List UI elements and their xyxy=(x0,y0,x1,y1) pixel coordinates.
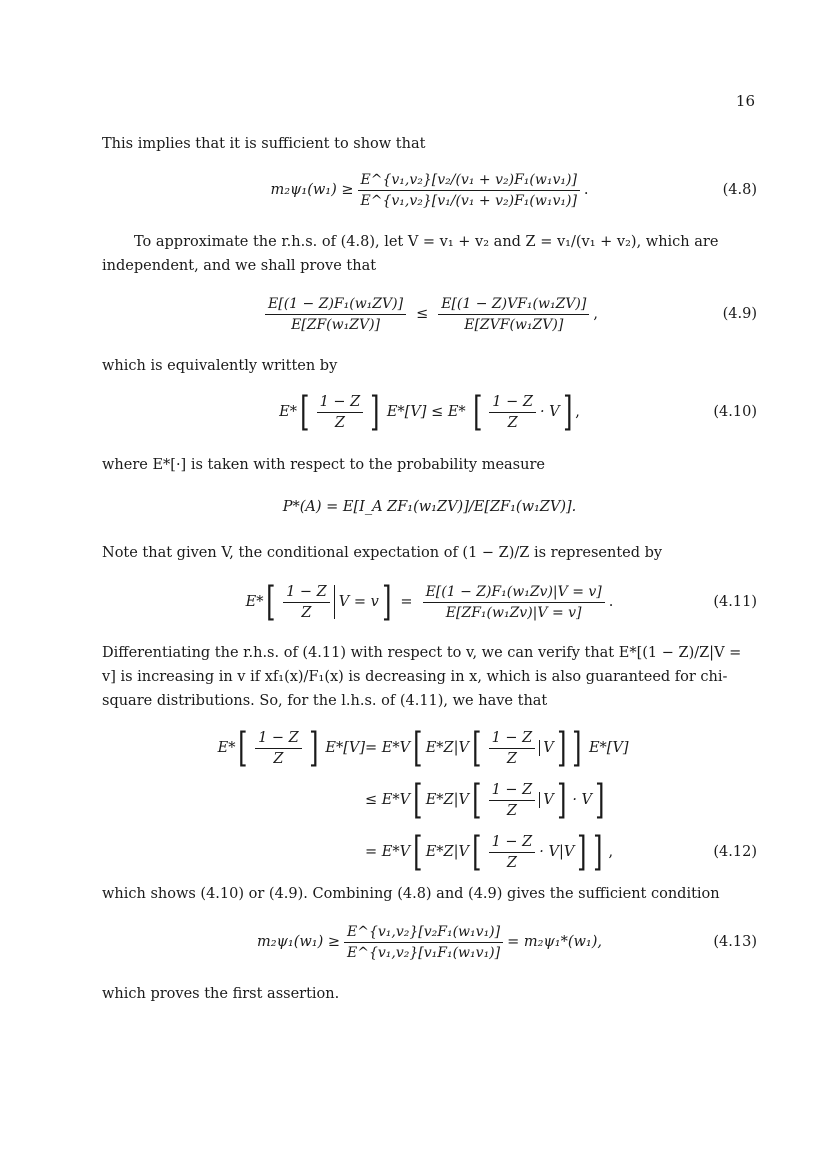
eq411-denominator-right: E[ZF₁(w₁Zv)|V = v] xyxy=(445,604,582,621)
eq412-row3-numerator: 1 − Z xyxy=(489,834,536,853)
equation-4-11 xyxy=(102,574,757,630)
eq49-relation: ≤ xyxy=(416,306,429,322)
eq411-tag: (4.11) xyxy=(713,594,757,610)
eq412-row1-numerator: 1 − Z xyxy=(489,730,536,749)
measure-definition: P*(A) = E[I_A ZF₁(w₁ZV)]/E[ZF₁(w₁ZV)]. xyxy=(282,499,577,515)
eq412-row1-condition: V xyxy=(539,740,553,756)
eq412-lhs-expectation: E* xyxy=(217,740,236,756)
eq412-row2-condition: V xyxy=(539,792,553,808)
eq412-row3-post: , xyxy=(608,844,614,860)
eq49-denominator-right: E[ZVF(w₁ZV)] xyxy=(464,316,564,333)
eq412-row2-inner: E*Z|V xyxy=(425,792,469,808)
eq411-fraction-left xyxy=(283,584,330,621)
eq49-denominator-left: E[ZF(w₁ZV)] xyxy=(291,316,381,333)
eq412-row2-fraction xyxy=(489,782,536,819)
equation-measure xyxy=(102,484,757,530)
eq49-numerator-right: E[(1 − Z)VF₁(w₁ZV)] xyxy=(438,296,589,315)
eq411-tail: . xyxy=(608,594,614,610)
equation-4-8 xyxy=(102,162,757,218)
eq412-row1-denominator: Z xyxy=(506,750,517,767)
eq412-tag: (4.12) xyxy=(713,844,757,860)
eq412-row1-post: E*[V] xyxy=(588,740,629,756)
eq412-rhs-3 xyxy=(365,829,614,875)
eq413-numerator: E^{v₁,v₂}[v₂F₁(w₁v₁)] xyxy=(344,924,503,943)
eq412-lhs-numerator: 1 − Z xyxy=(255,730,302,749)
eq412-row3-fraction xyxy=(489,834,536,871)
eq48-denominator: E^{v₁,v₂}[v₁/(v₁ + v₂)F₁(w₁v₁)] xyxy=(360,192,577,209)
paragraph-approximate: To approximate the r.h.s. of (4.8), let V = v₁ + v₂ and Z = v₁/(v₁ + v₂), which are independent, and we shall prove that xyxy=(102,234,719,274)
paragraph-combining: which shows (4.10) or (4.9). Combining (4.8) and (4.9) gives the sufficient condition xyxy=(102,886,720,902)
eq412-row3-denominator: Z xyxy=(506,854,517,871)
eq410-tail: , xyxy=(575,404,580,420)
eq412-row1-inner: E*Z|V xyxy=(425,740,469,756)
right-bracket: ] xyxy=(381,579,392,625)
eq411-numerator-right: E[(1 − Z)F₁(w₁Zv)|V = v] xyxy=(423,584,605,603)
eq412-row2-post: · V xyxy=(572,792,593,808)
eq410-numerator-left: 1 − Z xyxy=(317,394,364,413)
eq412-row2-relation: ≤ E*V xyxy=(365,792,411,808)
eq412-rhs-1 xyxy=(365,725,629,771)
eq411-fraction-right xyxy=(423,584,605,621)
eq411-expectation: E* xyxy=(245,594,264,610)
paragraph-equivalently: which is equivalently written by xyxy=(102,358,338,374)
eq412-lhs-fraction xyxy=(255,730,302,767)
eq412-rhs-2 xyxy=(365,777,608,823)
left-bracket: [ xyxy=(413,829,423,875)
eq412-row-1 xyxy=(102,722,757,774)
eq48-numerator: E^{v₁,v₂}[v₂/(v₁ + v₂)F₁(w₁v₁)] xyxy=(358,172,580,191)
eq410-tag: (4.10) xyxy=(713,404,757,420)
left-bracket: [ xyxy=(413,725,423,771)
eq412-row2-denominator: Z xyxy=(506,802,517,819)
eq412-lhs xyxy=(217,725,365,771)
equation-4-9 xyxy=(102,286,757,342)
eq48-lhs: m₂ψ₁(w₁) ≥ xyxy=(270,182,354,198)
paragraph-measure: where E*[·] is taken with respect to the probability measure xyxy=(102,457,545,473)
right-bracket: ] xyxy=(556,725,567,771)
paragraph-differentiating: Differentiating the r.h.s. of (4.11) with respect to v, we can verify that E*[(1 − Z)/Z|V = v] is increasing in v if xf₁(x)/F₁(x) is decreasing in x, which is also guaranteed for chi-square distributions. So, for the l.h.s. of (4.11), we have that xyxy=(102,645,742,709)
eq49-tail: , xyxy=(593,306,598,322)
left-bracket: [ xyxy=(472,829,482,875)
eq410-numerator-right: 1 − Z xyxy=(489,394,536,413)
right-bracket: ] xyxy=(562,389,573,435)
eq410-fraction-right xyxy=(489,394,536,431)
left-bracket: [ xyxy=(266,579,276,625)
eq412-row1-relation: = E*V xyxy=(365,740,411,756)
paragraph-intro: This implies that it is sufficient to show that xyxy=(102,136,426,152)
eq410-denominator-left: Z xyxy=(334,414,345,431)
eq412-row3-relation: = E*V xyxy=(365,844,411,860)
eq412-row1-fraction xyxy=(489,730,536,767)
eq49-fraction-right xyxy=(438,296,589,333)
eq48-tail: . xyxy=(583,182,589,198)
left-bracket: [ xyxy=(238,725,248,771)
eq411-numerator-left: 1 − Z xyxy=(283,584,330,603)
right-bracket: ] xyxy=(370,389,380,435)
eq412-lhs-post: E*[V] xyxy=(325,740,365,756)
eq412-row2-numerator: 1 − Z xyxy=(489,782,536,801)
eq49-fraction-left xyxy=(265,296,406,333)
eq413-rhs: = m₂ψ₁*(w₁), xyxy=(507,934,603,950)
eq48-tag: (4.8) xyxy=(722,182,757,198)
eq49-numerator-left: E[(1 − Z)F₁(w₁ZV)] xyxy=(265,296,406,315)
left-bracket: [ xyxy=(472,725,482,771)
eq412-row-3 xyxy=(102,826,757,878)
left-bracket: [ xyxy=(413,777,423,823)
eq410-denominator-right: Z xyxy=(507,414,518,431)
left-bracket: [ xyxy=(472,389,483,435)
right-bracket: ] xyxy=(572,725,582,771)
page-number: 16 xyxy=(735,92,755,110)
equation-4-13 xyxy=(102,914,757,970)
eq411-relation: = xyxy=(400,594,413,610)
eq412-lhs-denominator: Z xyxy=(273,750,284,767)
eq413-fraction xyxy=(344,924,503,961)
right-bracket: ] xyxy=(593,829,603,875)
left-bracket: [ xyxy=(472,777,482,823)
eq412-row3-condition: · V|V xyxy=(539,844,575,860)
eq410-fraction-left xyxy=(317,394,364,431)
eq410-expectation-left: E* xyxy=(279,404,297,420)
right-bracket: ] xyxy=(595,777,605,823)
eq412-row-2 xyxy=(102,774,757,826)
right-bracket: ] xyxy=(577,829,587,875)
eq413-tag: (4.13) xyxy=(713,934,757,950)
eq413-lhs: m₂ψ₁(w₁) ≥ xyxy=(256,934,341,950)
eq48-fraction xyxy=(358,172,580,209)
right-bracket: ] xyxy=(308,725,319,771)
eq413-denominator: E^{v₁,v₂}[v₁F₁(w₁v₁)] xyxy=(347,944,501,961)
paragraph-conditional: Note that given V, the conditional expectation of (1 − Z)/Z is represented by xyxy=(102,545,663,561)
right-bracket: ] xyxy=(556,777,567,823)
left-bracket: [ xyxy=(300,389,310,435)
paragraph-conclusion: which proves the first assertion. xyxy=(102,986,340,1002)
eq410-middle: E*[V] ≤ E* xyxy=(386,404,466,420)
equation-4-10 xyxy=(102,384,757,440)
eq49-tag: (4.9) xyxy=(722,306,757,322)
eq411-condition: V = v xyxy=(334,585,379,619)
eq411-denominator-left: Z xyxy=(301,604,312,621)
equation-4-12 xyxy=(102,722,757,878)
eq412-row3-inner: E*Z|V xyxy=(425,844,469,860)
eq410-post: · V xyxy=(539,404,560,420)
